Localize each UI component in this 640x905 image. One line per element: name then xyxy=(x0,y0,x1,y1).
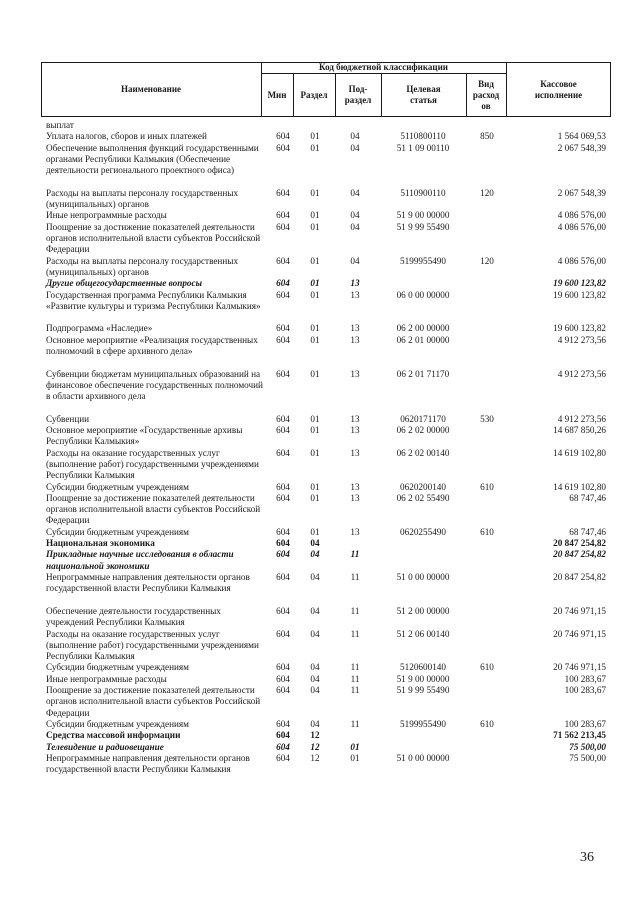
row-min: 604 xyxy=(276,323,290,334)
row-statya: 06 2 01 71170 xyxy=(396,368,450,379)
row-sum: 4 912 273,56 xyxy=(557,413,606,424)
row-podrazdel: 11 xyxy=(350,718,360,729)
row-podrazdel: 13 xyxy=(350,447,360,458)
header-razdel: Раздел xyxy=(300,89,328,100)
table-row xyxy=(0,753,640,787)
header-vid: Вид расход ов xyxy=(472,78,500,111)
row-name: Телевидение и радиовещание xyxy=(46,741,164,752)
row-sum: 100 283,67 xyxy=(564,685,606,695)
row-name: Поощрение за достижение показателей деятельности органов исполнительной власти субъектов Российской Федерации xyxy=(46,221,261,255)
row-podrazdel: 13 xyxy=(350,492,360,503)
table-row xyxy=(0,493,640,527)
row-vid: 610 xyxy=(480,526,494,537)
header-podrazdel: Под-раздел xyxy=(344,84,372,105)
row-sum: 100 283,67 xyxy=(564,673,606,684)
row-name: Основное мероприятие «Государственные архивы Республики Калмыкия» xyxy=(46,425,243,447)
row-sum: 19 600 123,82 xyxy=(553,289,606,300)
row-sum: 19 600 123,82 xyxy=(553,278,606,289)
row-razdel: 12 xyxy=(310,730,320,741)
row-min: 604 xyxy=(276,673,290,684)
row-razdel: 01 xyxy=(310,492,320,503)
row-statya: 06 2 02 00000 xyxy=(396,425,450,436)
row-razdel: 01 xyxy=(310,425,320,436)
row-min: 604 xyxy=(276,425,290,436)
row-razdel: 04 xyxy=(310,605,320,616)
row-podrazdel: 04 xyxy=(350,255,360,266)
row-statya: 51 9 00 00000 xyxy=(396,673,450,684)
row-razdel: 01 xyxy=(310,323,320,334)
row-vid: 120 xyxy=(480,187,494,198)
row-name: Субвенции xyxy=(46,413,90,424)
row-name: Национальная экономика xyxy=(46,538,155,549)
row-podrazdel: 13 xyxy=(350,413,360,424)
table-row xyxy=(0,572,640,606)
row-sum: 4 912 273,56 xyxy=(557,334,606,345)
row-statya: 51 2 06 00140 xyxy=(396,628,450,639)
row-name: Обеспечение выполнения функций государственными органами Республики Калмыкия (Обеспечение деятельности регионального проектного офиса) xyxy=(46,142,259,176)
row-name: Расходы на выплаты персоналу государственных (муниципальных) органов xyxy=(46,187,239,210)
row-podrazdel: 13 xyxy=(350,425,360,436)
row-podrazdel: 04 xyxy=(350,131,360,142)
row-vid: 120 xyxy=(480,255,494,266)
row-podrazdel: 13 xyxy=(350,368,360,379)
table-row xyxy=(0,323,640,334)
row-vid: 530 xyxy=(480,413,494,424)
table-row xyxy=(0,448,640,482)
row-podrazdel: 04 xyxy=(350,142,360,153)
row-sum: 75 500,00 xyxy=(569,741,606,752)
table-row xyxy=(0,482,640,493)
row-statya: 06 2 02 00140 xyxy=(396,447,450,458)
header-name: Наименование xyxy=(121,84,181,94)
row-statya: 0620171170 xyxy=(400,413,446,424)
row-name: Субсидии бюджетным учреждениям xyxy=(46,662,189,673)
row-razdel: 04 xyxy=(310,662,320,673)
table-row xyxy=(0,527,640,538)
table-row xyxy=(0,674,640,685)
table-row xyxy=(0,210,640,221)
row-min: 604 xyxy=(276,481,290,492)
row-podrazdel: 13 xyxy=(350,526,360,537)
row-min: 604 xyxy=(276,572,290,582)
row-razdel: 01 xyxy=(310,368,320,379)
row-statya: 06 2 02 55490 xyxy=(396,492,450,503)
row-razdel: 01 xyxy=(310,187,320,198)
table-row xyxy=(0,685,640,719)
row-name: Государственная программа Республики Калмыкия «Развитие культуры и туризма Республики Калмыкия» xyxy=(46,289,261,311)
row-statya: 06 2 00 00000 xyxy=(396,323,450,334)
table-row xyxy=(0,143,640,188)
row-vid: 610 xyxy=(480,718,494,729)
row-podrazdel: 01 xyxy=(350,752,360,763)
row-statya: 5120600140 xyxy=(400,662,446,673)
table-row xyxy=(0,549,640,572)
row-min: 604 xyxy=(276,662,290,673)
row-statya: 0620200140 xyxy=(400,481,446,492)
row-statya: 51 1 09 00110 xyxy=(396,142,450,153)
table-row xyxy=(0,131,640,142)
row-name: Иные непрограммные расходы xyxy=(46,673,167,684)
row-sum: 20 746 971,15 xyxy=(553,662,606,673)
row-name: Другие общегосударственные вопросы xyxy=(46,278,202,289)
table-row xyxy=(0,414,640,425)
row-vid: 610 xyxy=(480,481,494,492)
table-row xyxy=(0,335,640,369)
row-sum: 100 283,67 xyxy=(564,718,606,729)
row-sum: 71 562 213,45 xyxy=(553,730,606,741)
row-statya: 51 0 00 00000 xyxy=(396,752,450,763)
row-sum: 4 086 576,00 xyxy=(557,210,606,221)
row-name: Подпрограмма «Наследие» xyxy=(46,323,153,334)
row-razdel: 04 xyxy=(310,673,320,684)
table-row xyxy=(0,662,640,673)
row-min: 604 xyxy=(276,413,290,424)
row-name: Поощрение за достижение показателей деятельности органов исполнительной власти субъектов Российской Федерации xyxy=(46,492,261,526)
row-sum: 14 619 102,80 xyxy=(553,481,606,492)
row-podrazdel: 01 xyxy=(350,741,360,752)
row-name: Средства массовой информации xyxy=(46,730,181,741)
row-podrazdel: 11 xyxy=(350,685,360,695)
row-razdel: 04 xyxy=(310,685,320,695)
row-min: 604 xyxy=(276,187,290,198)
row-name: Непрограммные направления деятельности органов государственной власти Республики Калмыкия xyxy=(46,572,250,594)
row-min: 604 xyxy=(276,741,290,752)
row-sum: 20 847 254,82 xyxy=(553,572,606,582)
row-statya: 0620255490 xyxy=(400,526,446,537)
table-row xyxy=(0,256,640,279)
row-name: Иные непрограммные расходы xyxy=(46,210,167,221)
row-statya: 51 9 99 55490 xyxy=(396,221,450,232)
row-min: 604 xyxy=(276,538,290,549)
row-min: 604 xyxy=(276,289,290,300)
table-row xyxy=(0,606,640,629)
row-min: 604 xyxy=(276,255,290,266)
row-min: 604 xyxy=(276,549,290,560)
row-razdel: 04 xyxy=(310,628,320,639)
row-podrazdel: 11 xyxy=(350,572,360,582)
row-name: Субсидии бюджетным учреждениям xyxy=(46,481,189,492)
row-vid: 610 xyxy=(480,662,494,673)
row-razdel: 01 xyxy=(310,210,320,221)
row-name: Расходы на выплаты персоналу государственных (муниципальных) органов xyxy=(46,255,239,277)
row-min: 604 xyxy=(276,526,290,537)
table-row xyxy=(0,278,640,289)
row-name: Основное мероприятие «Реализация государственных полномочий в сфере архивного дела» xyxy=(46,334,258,356)
row-razdel: 01 xyxy=(310,447,320,458)
row-sum: 4 912 273,56 xyxy=(557,368,606,379)
row-name: Субсидии бюджетным учреждениям xyxy=(46,526,189,537)
row-razdel: 04 xyxy=(310,538,320,549)
row-min: 604 xyxy=(276,334,290,345)
row-podrazdel: 11 xyxy=(350,628,360,639)
row-statya: 51 9 99 55490 xyxy=(396,685,450,695)
row-name: выплат xyxy=(46,120,74,130)
header-statya: Целевая статья xyxy=(406,84,441,105)
row-razdel: 01 xyxy=(310,526,320,537)
row-name: Расходы на оказание государственных услуг (выполнение работ) государственными учреждениями Республики Калмыкия xyxy=(46,628,259,662)
table-row xyxy=(0,290,640,324)
row-razdel: 04 xyxy=(310,718,320,729)
row-min: 604 xyxy=(276,278,290,289)
row-statya: 51 9 00 00000 xyxy=(396,210,450,221)
row-razdel: 01 xyxy=(310,413,320,424)
row-sum: 19 600 123,82 xyxy=(553,323,606,334)
row-sum: 68 747,46 xyxy=(569,492,606,503)
row-razdel: 04 xyxy=(310,572,320,582)
row-vid: 850 xyxy=(480,131,494,142)
table-row xyxy=(0,629,640,663)
row-podrazdel: 04 xyxy=(350,187,360,198)
row-sum: 1 564 069,53 xyxy=(557,131,606,142)
table-row xyxy=(0,719,640,730)
row-razdel: 12 xyxy=(310,752,320,763)
row-sum: 14 619 102,80 xyxy=(553,447,606,458)
row-min: 604 xyxy=(276,221,290,232)
row-min: 604 xyxy=(276,492,290,503)
row-statya: 06 2 01 00000 xyxy=(396,334,450,345)
row-razdel: 01 xyxy=(310,255,320,266)
row-podrazdel: 04 xyxy=(350,210,360,221)
row-razdel: 01 xyxy=(310,481,320,492)
row-sum: 14 687 850,26 xyxy=(553,425,606,436)
header-code-group: Код бюджетной классификации xyxy=(319,62,448,72)
table-row xyxy=(0,120,640,131)
row-podrazdel: 13 xyxy=(350,289,360,300)
row-min: 604 xyxy=(276,447,290,458)
row-podrazdel: 11 xyxy=(350,549,360,560)
row-podrazdel: 13 xyxy=(350,278,360,289)
row-min: 604 xyxy=(276,685,290,695)
row-statya: 51 2 00 00000 xyxy=(396,605,450,616)
row-razdel: 01 xyxy=(310,334,320,345)
row-razdel: 01 xyxy=(310,142,320,153)
table-row xyxy=(0,730,640,741)
row-podrazdel: 04 xyxy=(350,221,360,232)
header-min: Мин xyxy=(267,89,287,100)
row-podrazdel: 11 xyxy=(350,673,360,684)
row-razdel: 01 xyxy=(310,221,320,232)
row-sum: 4 086 576,00 xyxy=(557,255,606,266)
row-min: 604 xyxy=(276,210,290,221)
row-razdel: 01 xyxy=(310,131,320,142)
row-statya: 06 0 00 00000 xyxy=(396,289,450,300)
row-name: Непрограммные направления деятельности органов государственной власти Республики Калмыкия xyxy=(46,752,250,775)
row-min: 604 xyxy=(276,752,290,763)
row-min: 604 xyxy=(276,730,290,741)
row-min: 604 xyxy=(276,131,290,142)
row-name: Прикладные научные исследования в области национальной экономики xyxy=(46,549,234,571)
row-name: Обеспечение деятельности государственных учреждений Республики Калмыкия xyxy=(46,605,221,628)
row-podrazdel: 13 xyxy=(350,334,360,345)
row-statya: 5199955490 xyxy=(400,718,446,729)
row-sum: 75 500,00 xyxy=(569,752,606,763)
row-razdel: 01 xyxy=(310,289,320,300)
row-statya: 5110900110 xyxy=(400,187,446,198)
row-sum: 20 847 254,82 xyxy=(553,538,606,549)
table-row xyxy=(0,188,640,211)
row-razdel: 01 xyxy=(310,278,320,289)
row-min: 604 xyxy=(276,718,290,729)
header-sum: Кассовое исполнение xyxy=(534,78,583,100)
table-row xyxy=(0,369,640,414)
row-sum: 4 086 576,00 xyxy=(557,221,606,232)
row-sum: 20 746 971,15 xyxy=(553,605,606,616)
row-podrazdel: 11 xyxy=(350,605,360,616)
table-row xyxy=(0,538,640,549)
row-podrazdel: 13 xyxy=(350,481,360,492)
table-header xyxy=(41,62,611,117)
row-name: Субсидии бюджетным учреждениям xyxy=(46,718,189,729)
row-razdel: 12 xyxy=(310,741,320,752)
row-sum: 2 067 548,39 xyxy=(557,142,606,153)
row-name: Уплата налогов, сборов и иных платежей xyxy=(46,131,207,142)
row-min: 604 xyxy=(276,368,290,379)
row-min: 604 xyxy=(276,628,290,639)
row-name: Поощрение за достижение показателей деятельности органов исполнительной власти субъектов Российской Федерации xyxy=(46,685,261,718)
row-podrazdel: 11 xyxy=(350,662,360,673)
row-statya: 5199955490 xyxy=(400,255,446,266)
row-sum: 68 747,46 xyxy=(569,526,606,537)
row-podrazdel: 13 xyxy=(350,323,360,334)
table-row xyxy=(0,425,640,448)
row-name: Расходы на оказание государственных услуг (выполнение работ) государственными учреждениями Республики Калмыкия xyxy=(46,447,259,481)
row-statya: 5110800110 xyxy=(400,131,446,142)
row-min: 604 xyxy=(276,605,290,616)
row-sum: 2 067 548,39 xyxy=(557,187,606,198)
row-min: 604 xyxy=(276,142,290,153)
page-number: 36 xyxy=(580,850,594,865)
table-row xyxy=(0,222,640,256)
row-sum: 20 847 254,82 xyxy=(553,549,606,560)
row-sum: 20 746 971,15 xyxy=(553,628,606,639)
row-statya: 51 0 00 00000 xyxy=(396,572,450,582)
table-row xyxy=(0,742,640,753)
row-name: Субвенции бюджетам муниципальных образований на финансовое обеспечение государственных полномочий в области архивного дела xyxy=(46,368,263,402)
row-razdel: 04 xyxy=(310,549,320,560)
